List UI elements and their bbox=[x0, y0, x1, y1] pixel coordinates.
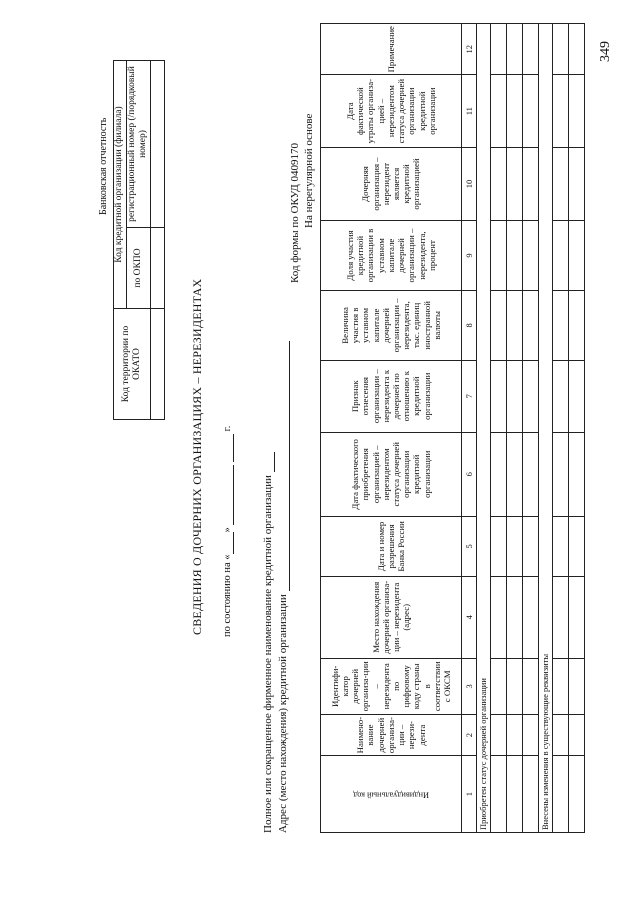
table-cell[interactable] bbox=[507, 756, 523, 833]
reg-number-label: регистрационный номер (/порядковый номер) bbox=[126, 61, 150, 228]
table-cell[interactable] bbox=[491, 24, 507, 75]
table-cell[interactable] bbox=[569, 576, 585, 658]
okpo-value[interactable] bbox=[151, 228, 165, 309]
column-numbers-row bbox=[462, 24, 477, 833]
as-of-prefix: по состоянию на « bbox=[222, 554, 233, 637]
table-cell[interactable] bbox=[569, 517, 585, 577]
table-cell[interactable] bbox=[523, 221, 539, 291]
header-permission: Дата и номер разрешения Банка России bbox=[321, 517, 462, 577]
table-cell[interactable] bbox=[491, 517, 507, 577]
table-cell[interactable] bbox=[507, 221, 523, 291]
page-number: 349 bbox=[598, 41, 613, 62]
table-cell[interactable] bbox=[569, 756, 585, 833]
table-cell[interactable] bbox=[523, 24, 539, 75]
as-of-date-line bbox=[222, 426, 234, 637]
header-location: Место нахождения дочерней организа-ции – нерезидента (адрес) bbox=[321, 576, 462, 658]
table-row bbox=[523, 24, 539, 833]
table-cell[interactable] bbox=[507, 360, 523, 432]
table-cell[interactable] bbox=[569, 290, 585, 360]
header-attribute: Признак отнесения организации – нерезидента к дочерней по отношению к кредитной организации bbox=[321, 360, 462, 432]
header-name: Наимено-вание дочерней организа-ции – нерези-дента bbox=[321, 714, 462, 755]
column-number: 3 bbox=[462, 658, 477, 714]
table-row bbox=[553, 24, 569, 833]
table-cell[interactable] bbox=[553, 24, 569, 75]
table-cell[interactable] bbox=[507, 714, 523, 755]
column-number: 5 bbox=[462, 517, 477, 577]
header-note: Примечание bbox=[321, 24, 462, 75]
header-participation-share: Доля участия кредитной организации в уставном капитале дочерней организации – нерезидента, процент bbox=[321, 221, 462, 291]
table-cell[interactable] bbox=[507, 576, 523, 658]
column-number: 10 bbox=[462, 147, 477, 220]
table-cell[interactable] bbox=[523, 658, 539, 714]
table-row bbox=[569, 24, 585, 833]
table-cell[interactable] bbox=[553, 576, 569, 658]
column-number: 12 bbox=[462, 24, 477, 75]
territory-code-label: Код территории по ОКАТО bbox=[114, 309, 151, 420]
address-label: Адрес (место нахождения) кредитной организации bbox=[277, 594, 289, 833]
table-cell[interactable] bbox=[553, 290, 569, 360]
table-cell[interactable] bbox=[507, 75, 523, 147]
table-cell[interactable] bbox=[569, 714, 585, 755]
table-cell[interactable] bbox=[491, 75, 507, 147]
column-number: 2 bbox=[462, 714, 477, 755]
table-cell[interactable] bbox=[569, 75, 585, 147]
section-changes-label: Внесены изменения в существующие реквизиты bbox=[539, 24, 553, 833]
table-cell[interactable] bbox=[523, 714, 539, 755]
table-cell[interactable] bbox=[507, 517, 523, 577]
column-number: 7 bbox=[462, 360, 477, 432]
header-individual-code: Индивидуальный код bbox=[321, 756, 462, 833]
full-name-line bbox=[262, 452, 275, 833]
table-cell[interactable] bbox=[523, 360, 539, 432]
as-of-month-field[interactable] bbox=[222, 465, 234, 525]
table-cell[interactable] bbox=[491, 714, 507, 755]
as-of-day-field[interactable] bbox=[222, 532, 234, 554]
table-cell[interactable] bbox=[523, 756, 539, 833]
address-line bbox=[277, 341, 290, 833]
form-code: Код формы по ОКУД 0409170 bbox=[289, 142, 301, 283]
section-acquired-label: Приобретен статус дочерней организации bbox=[477, 24, 491, 833]
document-title: СВЕДЕНИЯ О ДОЧЕРНИХ ОРГАНИЗАЦИЯХ – НЕРЕЗИДЕНТАХ bbox=[190, 278, 204, 635]
table-cell[interactable] bbox=[523, 517, 539, 577]
table-header-row bbox=[321, 24, 462, 833]
table-cell[interactable] bbox=[553, 517, 569, 577]
table-cell[interactable] bbox=[523, 147, 539, 220]
table-cell[interactable] bbox=[553, 147, 569, 220]
column-number: 1 bbox=[462, 756, 477, 833]
column-number: 4 bbox=[462, 576, 477, 658]
reporting-title: Банковская отчетность bbox=[98, 117, 109, 215]
table-cell[interactable] bbox=[523, 75, 539, 147]
okpo-label: по ОКПО bbox=[126, 228, 150, 309]
table-cell[interactable] bbox=[569, 221, 585, 291]
table-cell[interactable] bbox=[507, 147, 523, 220]
table-cell[interactable] bbox=[523, 290, 539, 360]
column-number: 9 bbox=[462, 221, 477, 291]
column-number: 11 bbox=[462, 75, 477, 147]
territory-code-value[interactable] bbox=[151, 309, 165, 420]
table-cell[interactable] bbox=[569, 147, 585, 220]
table-cell[interactable] bbox=[523, 576, 539, 658]
table-cell[interactable] bbox=[491, 658, 507, 714]
header-country-id: Идентифи-катор дочерней организа-ции – нерезидента по цифровому коду страны в соответствии с ОКСМ bbox=[321, 658, 462, 714]
header-loss-date: Дата фактической утраты организа-цией – нерезидентом статуса дочерней организации кредитной организации bbox=[321, 75, 462, 147]
table-cell[interactable] bbox=[491, 221, 507, 291]
table-cell[interactable] bbox=[569, 24, 585, 75]
table-cell[interactable] bbox=[491, 290, 507, 360]
table-cell[interactable] bbox=[553, 714, 569, 755]
table-cell[interactable] bbox=[553, 360, 569, 432]
periodicity: На нерегулярной основе bbox=[303, 113, 315, 228]
header-participation-amount: Величина участия в уставном капитале дочерней организации – нерезидента, тыс. единиц иностранной валюты bbox=[321, 290, 462, 360]
table-cell[interactable] bbox=[507, 24, 523, 75]
table-cell[interactable] bbox=[569, 360, 585, 432]
subsidiaries-table bbox=[320, 23, 585, 833]
reg-number-value[interactable] bbox=[151, 61, 165, 228]
section-row-changes bbox=[539, 24, 553, 833]
credit-org-code-label: Код кредитной организации (филиала) bbox=[114, 61, 127, 309]
full-name-field[interactable] bbox=[262, 452, 275, 472]
table-cell[interactable] bbox=[569, 432, 585, 516]
as-of-suffix: г. bbox=[222, 425, 233, 432]
table-cell[interactable] bbox=[507, 432, 523, 516]
table-cell[interactable] bbox=[491, 360, 507, 432]
as-of-mid: » bbox=[222, 527, 233, 533]
codes-table bbox=[113, 60, 165, 420]
header-is-credit-org: Дочерняя организация – нерезидент является кредитной организацией bbox=[321, 147, 462, 220]
column-number: 8 bbox=[462, 290, 477, 360]
full-name-label: Полное или сокращенное фирменное наименование кредитной организации bbox=[262, 475, 274, 833]
table-row bbox=[491, 24, 507, 833]
table-cell[interactable] bbox=[553, 756, 569, 833]
table-row bbox=[507, 24, 523, 833]
column-number: 6 bbox=[462, 432, 477, 516]
table-cell[interactable] bbox=[491, 147, 507, 220]
table-cell[interactable] bbox=[507, 290, 523, 360]
table-cell[interactable] bbox=[523, 432, 539, 516]
table-cell[interactable] bbox=[507, 658, 523, 714]
table-cell[interactable] bbox=[491, 576, 507, 658]
table-cell[interactable] bbox=[491, 432, 507, 516]
table-cell[interactable] bbox=[553, 221, 569, 291]
address-field[interactable] bbox=[277, 341, 290, 591]
table-cell[interactable] bbox=[553, 658, 569, 714]
as-of-year-field[interactable] bbox=[222, 434, 234, 462]
table-cell[interactable] bbox=[491, 756, 507, 833]
table-cell[interactable] bbox=[569, 658, 585, 714]
header-acquisition-date: Дата фактического приобретения организацией – нерезидентом статуса дочерней организации кредитной организации bbox=[321, 432, 462, 516]
table-cell[interactable] bbox=[553, 75, 569, 147]
table-cell[interactable] bbox=[553, 432, 569, 516]
section-row-acquired bbox=[477, 24, 491, 833]
